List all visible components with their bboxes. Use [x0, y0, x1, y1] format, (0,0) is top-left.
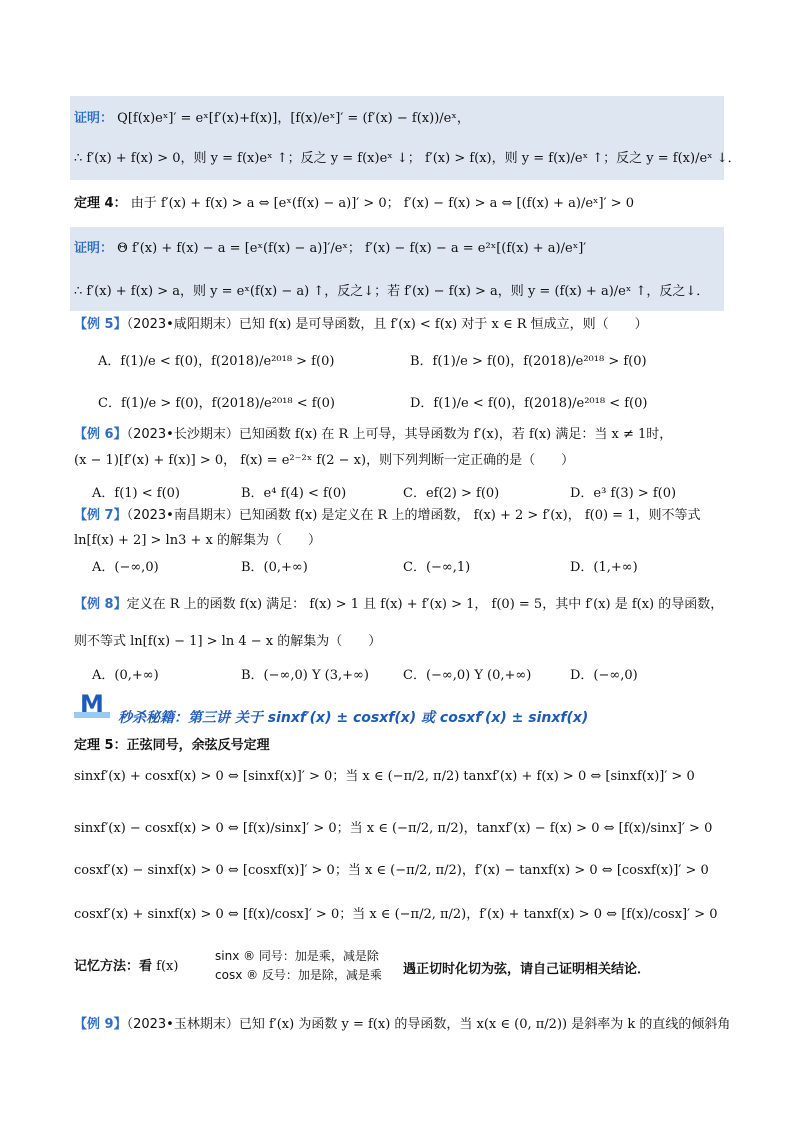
- ex5-option-d: D．f(1)/e < f(0)，f(2018)/e²⁰¹⁸ < f(0): [410, 396, 648, 411]
- ex7-tag: 【例 7】: [74, 508, 127, 523]
- theorem5-row-3: cosxf′(x) − sinxf(x) > 0 ⇔ [cosxf(x)]′ > 0；当 x ∈ (−π/2, π/2)，f′(x) − tanxf(x) > 0 ⇔ [cosxf(x)]′ > 0: [74, 863, 709, 878]
- section-logo-icon: [74, 690, 110, 720]
- proof2-line2: ∴ f′(x) + f(x) > a，则 y = eˣ(f(x) − a) ↑，反之↓；若 f′(x) − f(x) > a，则 y = (f(x) + a)/eˣ ↑，反之↓．: [74, 284, 710, 299]
- ex5-source: （2023•咸阳期末）: [126, 317, 239, 332]
- proof1-label: 证明：: [74, 111, 114, 126]
- ex5-stem: [74, 316, 648, 334]
- ex8-tag: 【例 8】: [74, 597, 127, 612]
- ex7-question: 已知函数 f(x) 是定义在 R 上的增函数， f(x) + 2 > f′(x)， f(0) = 1，则不等式: [238, 508, 701, 523]
- ex8-option-d: D．(−∞,0): [570, 668, 638, 683]
- theorem4-text: 由于 f′(x) + f(x) > a ⇔ [eˣ(f(x) − a)]′ > 0； f′(x) − f(x) > a ⇔ [(f(x) + a)/eˣ]′ > 0: [130, 196, 634, 211]
- ex5-option-b: B．f(1)/e > f(0)，f(2018)/e²⁰¹⁸ > f(0): [410, 354, 647, 369]
- theorem4: [74, 195, 634, 213]
- ex8-option-b: B．(−∞,0) Y (3,+∞): [241, 668, 369, 683]
- ex7-stem: [74, 507, 700, 525]
- memory-label: 记忆方法：看: [74, 959, 153, 974]
- ex8-stem2: 则不等式 ln[f(x) − 1] > ln 4 − x 的解集为（ ）: [74, 634, 382, 649]
- ex9-source: （2023•玉林期末）: [126, 1017, 239, 1032]
- ex5-option-a: A．f(1)/e < f(0)，f(2018)/e²⁰¹⁸ > f(0): [98, 354, 335, 369]
- ex9-question: 已知 f′(x) 为函数 y = f(x) 的导函数，当 x(x ∈ (0, π/2)) 是斜率为 k 的直线的倾斜角: [238, 1017, 731, 1032]
- memory-fx: f(x): [156, 959, 179, 974]
- section-logo-letter: M: [80, 690, 104, 718]
- theorem5-title: 正弦同号，余弦反号定理: [126, 738, 270, 753]
- proof1-formula: Q[f(x)eˣ]′ = eˣ[f′(x)+f(x)]，[f(x)/eˣ]′ = (f′(x) − f(x))/eˣ，: [117, 111, 470, 126]
- ex7-source: （2023•南昌期末）: [126, 508, 239, 523]
- ex6-option-a: A．f(1) < f(0): [92, 486, 180, 501]
- ex6-option-c: C．ef(2) > f(0): [403, 486, 500, 501]
- ex6-stem2: (x − 1)[f′(x) + f(x)] > 0， f(x) = e²⁻²ˣ f(2 − x)，则下列判断一定正确的是（ ）: [74, 453, 575, 468]
- ex8-question: 定义在 R 上的函数 f(x) 满足： f(x) > 1 且 f(x) + f′(x) > 1， f(0) = 5，其中 f′(x) 是 f(x) 的导函数，: [126, 597, 724, 612]
- proof1-line2: ∴ f′(x) + f(x) > 0，则 y = f(x)eˣ ↑；反之 y = f(x)eˣ ↓； f′(x) > f(x)，则 y = f(x)/eˣ ↑；反之 y = f(x)/eˣ ↓．: [74, 151, 741, 166]
- ex6-tag: 【例 6】: [74, 427, 127, 442]
- memory-cos-rule: cosx ® 反号：加是除，减是乘: [215, 968, 382, 982]
- ex7-option-b: B．(0,+∞): [241, 560, 308, 575]
- memory-tail: 遇正切时化切为弦，请自己证明相关结论．: [403, 962, 651, 977]
- ex9-tag: 【例 9】: [74, 1017, 127, 1032]
- ex8-option-a: A．(0,+∞): [92, 668, 159, 683]
- ex6-stem: [74, 426, 672, 444]
- theorem5-row-2: sinxf′(x) − cosxf(x) > 0 ⇔ [f(x)/sinx]′ > 0；当 x ∈ (−π/2, π/2)，tanxf′(x) − f(x) > 0 ⇔ [f(x)/sinx]′ > 0: [74, 821, 713, 836]
- ex7-option-d: D．(1,+∞): [570, 560, 638, 575]
- theorem4-label: 定理 4：: [74, 196, 127, 211]
- memory-sin-rule: sinx ® 同号：加是乘，减是除: [215, 949, 379, 963]
- ex7-stem2: ln[f(x) + 2] > ln3 + x 的解集为（ ）: [74, 533, 321, 548]
- ex9-stem: [74, 1016, 730, 1034]
- ex5-option-c: C．f(1)/e > f(0)，f(2018)/e²⁰¹⁸ < f(0): [98, 396, 335, 411]
- ex6-option-b: B．e⁴ f(4) < f(0): [241, 486, 347, 501]
- proof2-line1: [74, 240, 586, 258]
- ex5-tag: 【例 5】: [74, 317, 127, 332]
- theorem5-row-4: cosxf′(x) + sinxf(x) > 0 ⇔ [f(x)/cosx]′ > 0；当 x ∈ (−π/2, π/2)，f′(x) + tanxf(x) > 0 ⇔ [f(x)/cosx]′ > 0: [74, 907, 718, 922]
- theorem5-row-1: sinxf′(x) + cosxf(x) > 0 ⇔ [sinxf(x)]′ > 0；当 x ∈ (−π/2, π/2) tanxf′(x) + f(x) > 0 ⇔ [sinxf(x)]′ > 0: [74, 769, 695, 784]
- ex7-option-c: C．(−∞,1): [403, 560, 471, 575]
- ex5-question: 已知 f(x) 是可导函数，且 f′(x) < f(x) 对于 x ∈ R 恒成立，则（ ）: [238, 317, 648, 332]
- proof2-label: 证明：: [74, 241, 114, 256]
- proof2-formula: Θ f′(x) + f(x) − a = [eˣ(f(x) − a)]′/eˣ； f′(x) − f(x) − a = e²ˣ[(f(x) + a)/eˣ]′: [117, 241, 587, 256]
- ex6-question: 已知函数 f(x) 在 R 上可导，其导函数为 f′(x)，若 f(x) 满足：当 x ≠ 1时，: [238, 427, 673, 442]
- ex8-option-c: C．(−∞,0) Y (0,+∞): [403, 668, 532, 683]
- memory-method: [74, 958, 178, 976]
- ex7-option-a: A．(−∞,0): [92, 560, 159, 575]
- proof1-line1: [74, 110, 470, 128]
- theorem5-heading: [74, 737, 270, 755]
- ex8-stem: [74, 596, 723, 614]
- theorem5-label: 定理 5：: [74, 738, 127, 753]
- section-title: 秒杀秘籍：第三讲 关于 sinxf′(x) ± cosxf(x) 或 cosxf′(x) ± sinxf(x): [118, 710, 589, 726]
- ex6-source: （2023•长沙期末）: [126, 427, 239, 442]
- ex6-option-d: D．e³ f(3) > f(0): [570, 486, 677, 501]
